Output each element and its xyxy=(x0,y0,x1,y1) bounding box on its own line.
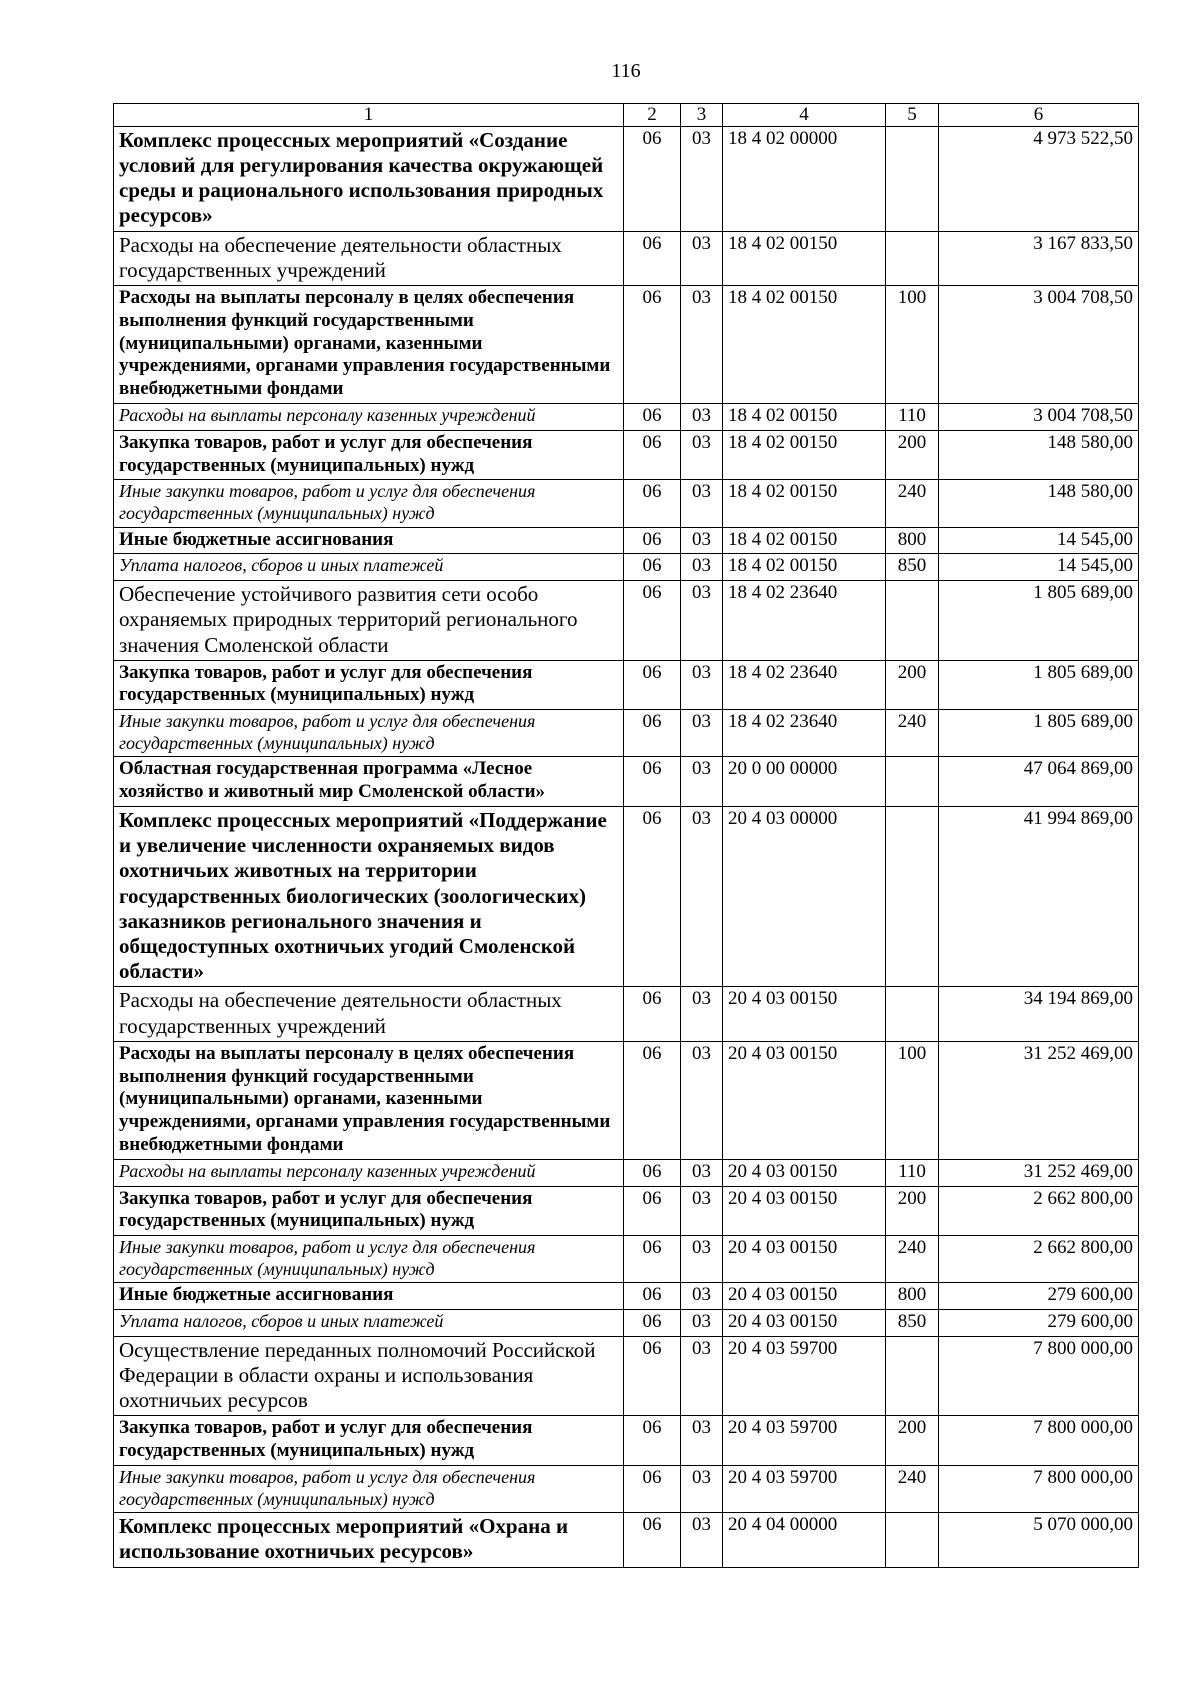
row-subsection-cell: 03 xyxy=(681,807,723,987)
row-expense-type-cell: 800 xyxy=(886,527,939,554)
row-section-cell: 06 xyxy=(624,987,681,1041)
row-amount-cell: 7 800 000,00 xyxy=(939,1336,1139,1416)
row-amount-cell: 1 805 689,00 xyxy=(939,581,1139,661)
row-expense-type-cell: 100 xyxy=(886,285,939,403)
row-target-code-cell: 20 4 03 59700 xyxy=(723,1416,886,1466)
row-subsection-cell: 03 xyxy=(681,1336,723,1416)
row-section-cell: 06 xyxy=(624,1466,681,1513)
row-name-cell: Закупка товаров, работ и услуг для обеспечения государственных (муниципальных) нужд xyxy=(114,430,624,480)
row-expense-type-cell: 850 xyxy=(886,1310,939,1337)
row-section-cell: 06 xyxy=(624,660,681,710)
row-section-cell: 06 xyxy=(624,403,681,430)
table-row xyxy=(114,527,1139,554)
table-row xyxy=(114,1186,1139,1236)
row-amount-cell: 148 580,00 xyxy=(939,430,1139,480)
row-subsection-cell: 03 xyxy=(681,527,723,554)
row-expense-type-cell: 850 xyxy=(886,554,939,581)
row-name-cell: Комплекс процессных мероприятий «Поддержание и увеличение численности охраняемых видов охотничьих животных на территории государственных биологических (зоологических) заказников регионального значения и общедоступных охотничьих угодий Смоленской области» xyxy=(114,807,624,987)
row-target-code-cell: 18 4 02 00150 xyxy=(723,480,886,527)
row-amount-cell: 279 600,00 xyxy=(939,1283,1139,1310)
row-name-cell: Комплекс процессных мероприятий «Охрана и использование охотничьих ресурсов» xyxy=(114,1513,624,1567)
table-row xyxy=(114,231,1139,285)
row-name-cell: Иные бюджетные ассигнования xyxy=(114,1283,624,1310)
row-target-code-cell: 18 4 02 23640 xyxy=(723,581,886,661)
row-target-code-cell: 18 4 02 00000 xyxy=(723,126,886,231)
header-col-4: 4 xyxy=(723,104,886,127)
row-target-code-cell: 18 4 02 00150 xyxy=(723,285,886,403)
row-name-cell: Закупка товаров, работ и услуг для обеспечения государственных (муниципальных) нужд xyxy=(114,1416,624,1466)
row-name-cell: Областная государственная программа «Лесное хозяйство и животный мир Смоленской области» xyxy=(114,757,624,807)
budget-table xyxy=(113,103,1139,1568)
row-name-cell: Расходы на выплаты персоналу в целях обеспечения выполнения функций государственными (муниципальными) органами, казенными учреждениями, органами управления государственными внебюджетными фондами xyxy=(114,1041,624,1159)
row-section-cell: 06 xyxy=(624,1336,681,1416)
row-amount-cell: 3 004 708,50 xyxy=(939,285,1139,403)
row-target-code-cell: 18 4 02 00150 xyxy=(723,430,886,480)
row-name-cell: Расходы на выплаты персоналу казенных учреждений xyxy=(114,1159,624,1186)
table-row xyxy=(114,1336,1139,1416)
row-subsection-cell: 03 xyxy=(681,757,723,807)
row-name-cell: Иные закупки товаров, работ и услуг для обеспечения государственных (муниципальных) нужд xyxy=(114,1466,624,1513)
row-name-cell: Уплата налогов, сборов и иных платежей xyxy=(114,1310,624,1337)
row-amount-cell: 3 004 708,50 xyxy=(939,403,1139,430)
row-subsection-cell: 03 xyxy=(681,231,723,285)
table-row xyxy=(114,480,1139,527)
row-name-cell: Иные бюджетные ассигнования xyxy=(114,527,624,554)
row-subsection-cell: 03 xyxy=(681,1283,723,1310)
row-expense-type-cell: 110 xyxy=(886,1159,939,1186)
row-section-cell: 06 xyxy=(624,480,681,527)
row-expense-type-cell xyxy=(886,126,939,231)
row-expense-type-cell: 110 xyxy=(886,403,939,430)
row-name-cell: Осуществление переданных полномочий Российской Федерации в области охраны и использования охотничьих ресурсов xyxy=(114,1336,624,1416)
table-row xyxy=(114,1416,1139,1466)
row-target-code-cell: 18 4 02 00150 xyxy=(723,403,886,430)
row-expense-type-cell: 200 xyxy=(886,430,939,480)
row-expense-type-cell xyxy=(886,987,939,1041)
row-name-cell: Иные закупки товаров, работ и услуг для обеспечения государственных (муниципальных) нужд xyxy=(114,1236,624,1283)
row-expense-type-cell: 100 xyxy=(886,1041,939,1159)
row-name-cell: Иные закупки товаров, работ и услуг для обеспечения государственных (муниципальных) нужд xyxy=(114,480,624,527)
row-target-code-cell: 18 4 02 23640 xyxy=(723,710,886,757)
row-subsection-cell: 03 xyxy=(681,1310,723,1337)
row-name-cell: Комплекс процессных мероприятий «Создание условий для регулирования качества окружающей среды и рационального использования природных ресурсов» xyxy=(114,126,624,231)
header-col-3: 3 xyxy=(681,104,723,127)
row-target-code-cell: 20 4 03 59700 xyxy=(723,1336,886,1416)
row-amount-cell: 1 805 689,00 xyxy=(939,710,1139,757)
row-amount-cell: 279 600,00 xyxy=(939,1310,1139,1337)
row-amount-cell: 34 194 869,00 xyxy=(939,987,1139,1041)
row-amount-cell: 14 545,00 xyxy=(939,527,1139,554)
table-row xyxy=(114,660,1139,710)
row-section-cell: 06 xyxy=(624,1159,681,1186)
row-amount-cell: 14 545,00 xyxy=(939,554,1139,581)
row-subsection-cell: 03 xyxy=(681,1513,723,1567)
table-row xyxy=(114,987,1139,1041)
row-name-cell: Расходы на выплаты персоналу казенных учреждений xyxy=(114,403,624,430)
row-expense-type-cell xyxy=(886,581,939,661)
table-row xyxy=(114,1513,1139,1567)
row-target-code-cell: 20 0 00 00000 xyxy=(723,757,886,807)
row-section-cell: 06 xyxy=(624,126,681,231)
row-expense-type-cell: 240 xyxy=(886,480,939,527)
row-subsection-cell: 03 xyxy=(681,1186,723,1236)
row-name-cell: Расходы на обеспечение деятельности областных государственных учреждений xyxy=(114,231,624,285)
table-row xyxy=(114,1283,1139,1310)
table-row xyxy=(114,1466,1139,1513)
row-subsection-cell: 03 xyxy=(681,480,723,527)
row-section-cell: 06 xyxy=(624,757,681,807)
row-amount-cell: 7 800 000,00 xyxy=(939,1466,1139,1513)
row-subsection-cell: 03 xyxy=(681,126,723,231)
row-amount-cell: 1 805 689,00 xyxy=(939,660,1139,710)
table-row xyxy=(114,1310,1139,1337)
row-subsection-cell: 03 xyxy=(681,1041,723,1159)
row-name-cell: Закупка товаров, работ и услуг для обеспечения государственных (муниципальных) нужд xyxy=(114,1186,624,1236)
row-name-cell: Закупка товаров, работ и услуг для обеспечения государственных (муниципальных) нужд xyxy=(114,660,624,710)
page-number: 116 xyxy=(611,60,641,82)
header-col-6: 6 xyxy=(939,104,1139,127)
row-expense-type-cell: 240 xyxy=(886,1236,939,1283)
row-amount-cell: 47 064 869,00 xyxy=(939,757,1139,807)
row-name-cell: Иные закупки товаров, работ и услуг для обеспечения государственных (муниципальных) нужд xyxy=(114,710,624,757)
row-subsection-cell: 03 xyxy=(681,1466,723,1513)
row-target-code-cell: 20 4 03 00150 xyxy=(723,1159,886,1186)
row-subsection-cell: 03 xyxy=(681,710,723,757)
row-amount-cell: 41 994 869,00 xyxy=(939,807,1139,987)
row-expense-type-cell: 200 xyxy=(886,1186,939,1236)
row-subsection-cell: 03 xyxy=(681,581,723,661)
row-amount-cell: 7 800 000,00 xyxy=(939,1416,1139,1466)
row-expense-type-cell: 200 xyxy=(886,660,939,710)
row-target-code-cell: 20 4 03 00150 xyxy=(723,1041,886,1159)
row-target-code-cell: 20 4 03 00150 xyxy=(723,987,886,1041)
row-expense-type-cell xyxy=(886,231,939,285)
header-col-1: 1 xyxy=(114,104,624,127)
row-target-code-cell: 18 4 02 23640 xyxy=(723,660,886,710)
row-amount-cell: 148 580,00 xyxy=(939,480,1139,527)
row-amount-cell: 3 167 833,50 xyxy=(939,231,1139,285)
row-amount-cell: 31 252 469,00 xyxy=(939,1041,1139,1159)
table-row xyxy=(114,126,1139,231)
row-target-code-cell: 20 4 03 00150 xyxy=(723,1236,886,1283)
row-target-code-cell: 20 4 03 00000 xyxy=(723,807,886,987)
table-row xyxy=(114,581,1139,661)
row-section-cell: 06 xyxy=(624,1513,681,1567)
row-target-code-cell: 20 4 03 59700 xyxy=(723,1466,886,1513)
row-subsection-cell: 03 xyxy=(681,554,723,581)
row-target-code-cell: 20 4 04 00000 xyxy=(723,1513,886,1567)
row-expense-type-cell: 200 xyxy=(886,1416,939,1466)
row-expense-type-cell xyxy=(886,1513,939,1567)
table-header-row xyxy=(114,104,1139,127)
row-amount-cell: 5 070 000,00 xyxy=(939,1513,1139,1567)
row-section-cell: 06 xyxy=(624,1310,681,1337)
row-subsection-cell: 03 xyxy=(681,1236,723,1283)
table-row xyxy=(114,807,1139,987)
row-section-cell: 06 xyxy=(624,1236,681,1283)
row-expense-type-cell xyxy=(886,807,939,987)
row-subsection-cell: 03 xyxy=(681,285,723,403)
row-name-cell: Расходы на выплаты персоналу в целях обеспечения выполнения функций государственными (муниципальными) органами, казенными учреждениями, органами управления государственными внебюджетными фондами xyxy=(114,285,624,403)
row-section-cell: 06 xyxy=(624,285,681,403)
row-section-cell: 06 xyxy=(624,710,681,757)
table-row xyxy=(114,430,1139,480)
row-amount-cell: 4 973 522,50 xyxy=(939,126,1139,231)
header-col-2: 2 xyxy=(624,104,681,127)
row-target-code-cell: 18 4 02 00150 xyxy=(723,554,886,581)
row-subsection-cell: 03 xyxy=(681,1159,723,1186)
row-section-cell: 06 xyxy=(624,554,681,581)
table-row xyxy=(114,285,1139,403)
row-expense-type-cell xyxy=(886,1336,939,1416)
row-section-cell: 06 xyxy=(624,807,681,987)
row-expense-type-cell: 800 xyxy=(886,1283,939,1310)
row-subsection-cell: 03 xyxy=(681,403,723,430)
table-row xyxy=(114,554,1139,581)
row-section-cell: 06 xyxy=(624,1416,681,1466)
row-subsection-cell: 03 xyxy=(681,1416,723,1466)
row-expense-type-cell xyxy=(886,757,939,807)
row-target-code-cell: 20 4 03 00150 xyxy=(723,1186,886,1236)
row-target-code-cell: 20 4 03 00150 xyxy=(723,1310,886,1337)
row-amount-cell: 2 662 800,00 xyxy=(939,1186,1139,1236)
row-target-code-cell: 18 4 02 00150 xyxy=(723,231,886,285)
row-section-cell: 06 xyxy=(624,430,681,480)
table-row xyxy=(114,403,1139,430)
row-section-cell: 06 xyxy=(624,231,681,285)
row-target-code-cell: 20 4 03 00150 xyxy=(723,1283,886,1310)
row-subsection-cell: 03 xyxy=(681,660,723,710)
table-row xyxy=(114,1159,1139,1186)
row-amount-cell: 2 662 800,00 xyxy=(939,1236,1139,1283)
table-row xyxy=(114,1041,1139,1159)
row-section-cell: 06 xyxy=(624,527,681,554)
row-name-cell: Уплата налогов, сборов и иных платежей xyxy=(114,554,624,581)
row-expense-type-cell: 240 xyxy=(886,710,939,757)
header-col-5: 5 xyxy=(886,104,939,127)
row-name-cell: Обеспечение устойчивого развития сети особо охраняемых природных территорий регионального значения Смоленской области xyxy=(114,581,624,661)
row-expense-type-cell: 240 xyxy=(886,1466,939,1513)
row-section-cell: 06 xyxy=(624,1283,681,1310)
row-target-code-cell: 18 4 02 00150 xyxy=(723,527,886,554)
row-section-cell: 06 xyxy=(624,581,681,661)
row-section-cell: 06 xyxy=(624,1186,681,1236)
row-subsection-cell: 03 xyxy=(681,430,723,480)
row-subsection-cell: 03 xyxy=(681,987,723,1041)
table-row xyxy=(114,1236,1139,1283)
table-row xyxy=(114,757,1139,807)
row-section-cell: 06 xyxy=(624,1041,681,1159)
table-row xyxy=(114,710,1139,757)
row-amount-cell: 31 252 469,00 xyxy=(939,1159,1139,1186)
row-name-cell: Расходы на обеспечение деятельности областных государственных учреждений xyxy=(114,987,624,1041)
